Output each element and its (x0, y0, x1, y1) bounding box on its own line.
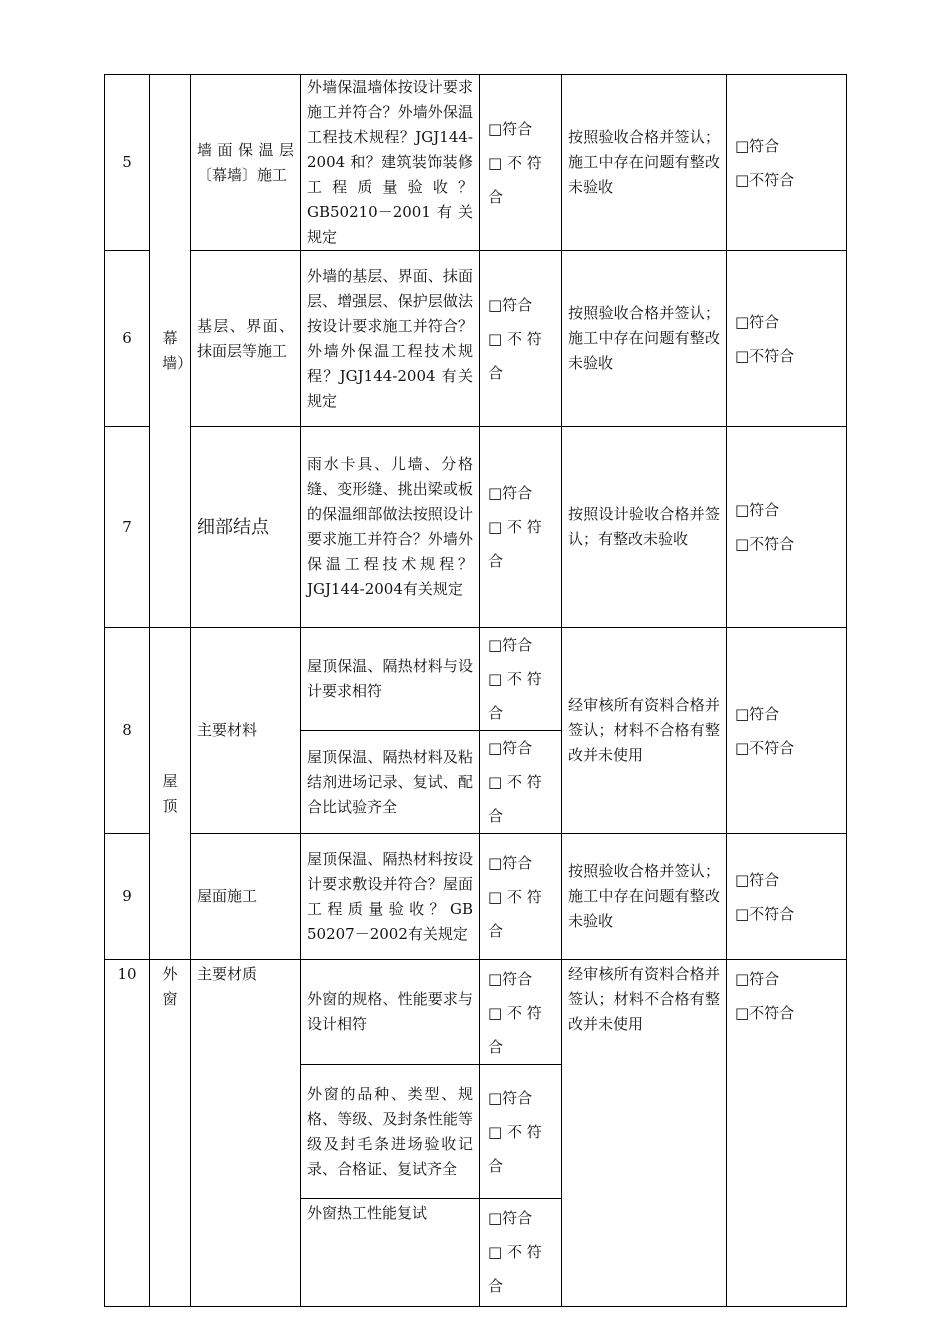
check-cell (480, 75, 562, 251)
item-cell: 基层、界面、抹面层等施工 (191, 251, 301, 427)
check-fail-option[interactable]: □ 不 符 合 (488, 1122, 542, 1175)
standard-cell: 经审核所有资料合格并签认；材料不合格有整改并未使用 (562, 628, 727, 834)
result-fail-option[interactable]: □不符合 (735, 535, 795, 553)
table-row (105, 960, 847, 1065)
check-pass-option[interactable]: □符合 (488, 853, 533, 872)
category-label: 屋顶 (162, 771, 178, 815)
item-cell: 主要材质 (191, 960, 301, 1307)
check-pass-option[interactable]: □符合 (488, 636, 533, 654)
check-pass-option[interactable]: □符合 (488, 1088, 533, 1107)
check-fail-option[interactable]: □ 不 符 合 (488, 153, 542, 206)
result-fail-option[interactable]: □不符合 (735, 1004, 795, 1022)
table-row (105, 628, 847, 731)
check-fail-option[interactable]: □ 不 符 合 (488, 1243, 542, 1295)
table-row (105, 834, 847, 960)
category-cell (150, 75, 191, 628)
requirement-cell: 外窗的规格、性能要求与设计相符 (301, 960, 480, 1065)
result-cell (727, 75, 847, 251)
check-fail-option[interactable]: □ 不 符 合 (488, 518, 542, 570)
result-pass-option[interactable]: □符合 (735, 312, 780, 331)
result-pass-option[interactable]: □符合 (735, 704, 780, 723)
row-number: 7 (105, 427, 150, 628)
requirement-cell: 屋顶保温、隔热材料按设计要求敷设并符合？屋面工程质量验收？GB 50207－2002有关规定 (301, 834, 480, 960)
result-pass-option[interactable]: □符合 (735, 136, 780, 155)
result-cell (727, 960, 847, 1307)
check-cell (480, 960, 562, 1065)
standard-cell: 按照验收合格并签认；施工中存在问题有整改未验收 (562, 75, 727, 251)
check-cell (480, 731, 562, 834)
check-pass-option[interactable]: □符合 (488, 1209, 533, 1227)
check-fail-option[interactable]: □ 不 符 合 (488, 670, 542, 722)
check-fail-option[interactable]: □ 不 符 合 (488, 1004, 542, 1056)
requirement-cell: 雨水卡具、儿墙、分格缝、变形缝、挑出梁或板的保温细部做法按照设计要求施工并符合？外墙外保温工程技术规程？JGJ144-2004有关规定 (301, 427, 480, 628)
row-number: 6 (105, 251, 150, 427)
check-pass-option[interactable]: □符合 (488, 739, 533, 757)
category-label: 幕墙） (162, 329, 193, 372)
requirement-cell: 外窗热工性能复试 (301, 1199, 480, 1307)
table-row (105, 251, 847, 427)
check-pass-option[interactable]: □符合 (488, 119, 533, 138)
standard-cell: 按照设计验收合格并签认；有整改未验收 (562, 427, 727, 628)
requirement-cell: 屋顶保温、隔热材料与设计要求相符 (301, 628, 480, 731)
result-fail-option[interactable]: □不符合 (735, 170, 795, 189)
row-number: 8 (105, 628, 150, 834)
result-fail-option[interactable]: □不符合 (735, 738, 795, 757)
item-cell: 主要材料 (191, 628, 301, 834)
requirement-cell: 外墙的基层、界面、抹面层、增强层、保护层做法按设计要求施工并符合？外墙外保温工程技术规程？JGJ144-2004 有关规定 (301, 251, 480, 427)
result-cell (727, 834, 847, 960)
result-cell (727, 427, 847, 628)
result-fail-option[interactable]: □不符合 (735, 346, 795, 365)
check-cell (480, 628, 562, 731)
check-pass-option[interactable]: □符合 (488, 484, 533, 502)
result-fail-option[interactable]: □不符合 (735, 904, 795, 923)
check-cell (480, 834, 562, 960)
result-pass-option[interactable]: □符合 (735, 970, 780, 988)
category-cell (150, 628, 191, 960)
check-fail-option[interactable]: □ 不 符 合 (488, 773, 542, 825)
check-cell (480, 427, 562, 628)
row-number: 10 (105, 960, 150, 1307)
result-cell (727, 251, 847, 427)
check-fail-option[interactable]: □ 不 符 合 (488, 887, 542, 940)
standard-cell: 经审核所有资料合格并签认；材料不合格有整改并未使用 (562, 960, 727, 1307)
item-cell: 墙面保温层〔幕墙〕施工 (191, 75, 301, 251)
requirement-cell: 外窗的品种、类型、规格、等级、及封条性能等级及封毛条进场验收记录、合格证、复试齐全 (301, 1065, 480, 1199)
inspection-table (104, 74, 847, 1307)
item-cell: 细部结点 (191, 427, 301, 628)
row-number: 9 (105, 834, 150, 960)
category-cell (150, 960, 191, 1307)
category-label: 外窗 (162, 965, 178, 1008)
item-cell: 屋面施工 (191, 834, 301, 960)
requirement-cell: 外墙保温墙体按设计要求施工并符合？外墙外保温工程技术规程？JGJ144-2004 和？建筑装饰装修工程质量验收？GB50210－2001有关规定 (301, 75, 480, 251)
standard-cell: 按照验收合格并签认；施工中存在问题有整改未验收 (562, 251, 727, 427)
table-row (105, 75, 847, 251)
result-cell (727, 628, 847, 834)
check-cell (480, 1065, 562, 1199)
requirement-cell: 屋顶保温、隔热材料及粘结剂进场记录、复试、配合比试验齐全 (301, 731, 480, 834)
result-pass-option[interactable]: □符合 (735, 501, 780, 519)
check-fail-option[interactable]: □ 不 符 合 (488, 329, 542, 382)
check-pass-option[interactable]: □符合 (488, 295, 533, 314)
row-number: 5 (105, 75, 150, 251)
standard-cell: 按照验收合格并签认；施工中存在问题有整改未验收 (562, 834, 727, 960)
result-pass-option[interactable]: □符合 (735, 870, 780, 889)
table-row (105, 427, 847, 628)
check-cell (480, 1199, 562, 1307)
check-pass-option[interactable]: □符合 (488, 970, 533, 988)
check-cell (480, 251, 562, 427)
